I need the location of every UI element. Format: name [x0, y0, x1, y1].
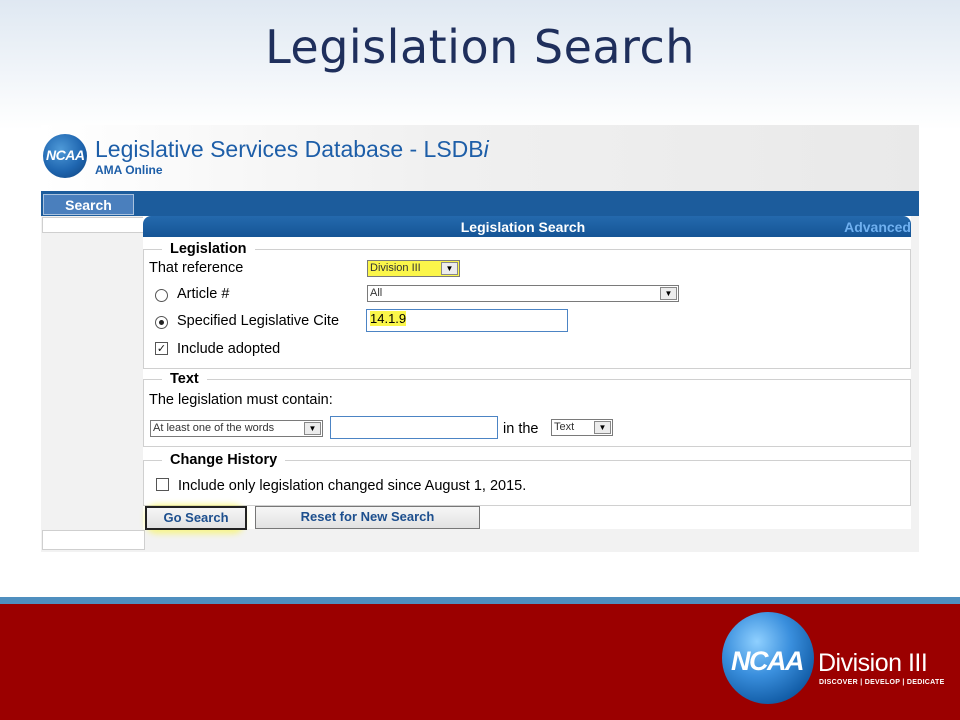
- badge-text: NCAA: [731, 646, 803, 676]
- match-select[interactable]: [150, 420, 323, 437]
- cite-input-value: 14.1.9: [370, 311, 407, 326]
- match-select-value: At least one of the words: [153, 422, 275, 434]
- changed-since-label: Include only legislation changed since August 1, 2015.: [178, 478, 527, 494]
- changed-since-checkbox[interactable]: [156, 478, 169, 491]
- slide-title: Legislation Search: [265, 20, 695, 74]
- app-header: [41, 125, 919, 191]
- app-title-main: Legislative Services Database - LSDB: [95, 136, 484, 162]
- include-adopted-label: Include adopted: [177, 341, 281, 357]
- nav-bar: [41, 191, 919, 216]
- chevron-down-icon: ▼: [441, 262, 458, 275]
- left-column-box-bottom: [42, 530, 145, 550]
- that-reference-label: That reference: [149, 260, 244, 276]
- cite-label: Specified Legislative Cite: [177, 313, 340, 329]
- app-subtitle: AMA Online: [95, 163, 163, 177]
- chevron-down-icon: ▼: [660, 287, 677, 300]
- article-radio[interactable]: [155, 289, 168, 302]
- lsdb-screenshot: [41, 125, 919, 552]
- text-legend: Text: [170, 371, 199, 387]
- tab-search[interactable]: Search: [43, 194, 134, 215]
- footer-tagline: DISCOVER | DEVELOP | DEDICATE: [819, 679, 945, 686]
- chevron-down-icon: ▼: [304, 422, 321, 435]
- must-contain-label: The legislation must contain:: [149, 392, 333, 408]
- ncaa-badge-icon: [722, 612, 814, 704]
- left-column-box: [42, 217, 145, 233]
- cite-radio[interactable]: [155, 316, 168, 329]
- article-select[interactable]: [367, 285, 679, 302]
- division-iii-wordmark: Division III: [818, 649, 928, 677]
- field-select-value: Text: [554, 421, 575, 433]
- footer-bar: [0, 604, 960, 720]
- panel-header: [143, 216, 911, 237]
- in-the-label: in the: [503, 421, 539, 437]
- app-title-italic: i: [483, 136, 489, 162]
- legislation-legend: Legislation: [170, 241, 247, 257]
- change-history-legend: Change History: [170, 452, 278, 468]
- cite-input[interactable]: [366, 309, 568, 332]
- go-search-button[interactable]: Go Search: [145, 506, 247, 530]
- reset-button[interactable]: Reset for New Search: [255, 506, 480, 529]
- text-search-input[interactable]: [330, 416, 498, 439]
- division-select-value: Division III: [370, 262, 421, 274]
- include-adopted-checkbox[interactable]: ✓: [156, 342, 167, 355]
- article-select-value: All: [370, 287, 383, 299]
- footer-stripe: [0, 597, 960, 604]
- panel-title: Legislation Search: [460, 219, 586, 235]
- article-label: Article #: [177, 286, 230, 302]
- chevron-down-icon: ▼: [594, 421, 611, 434]
- app-title: [95, 136, 489, 163]
- field-select[interactable]: [551, 419, 613, 436]
- logo-text: NCAA: [46, 147, 85, 163]
- search-panel: [143, 216, 911, 529]
- ncaa-logo-icon: [43, 134, 87, 178]
- advanced-link[interactable]: Advanced: [844, 219, 911, 235]
- division-select[interactable]: [367, 260, 460, 277]
